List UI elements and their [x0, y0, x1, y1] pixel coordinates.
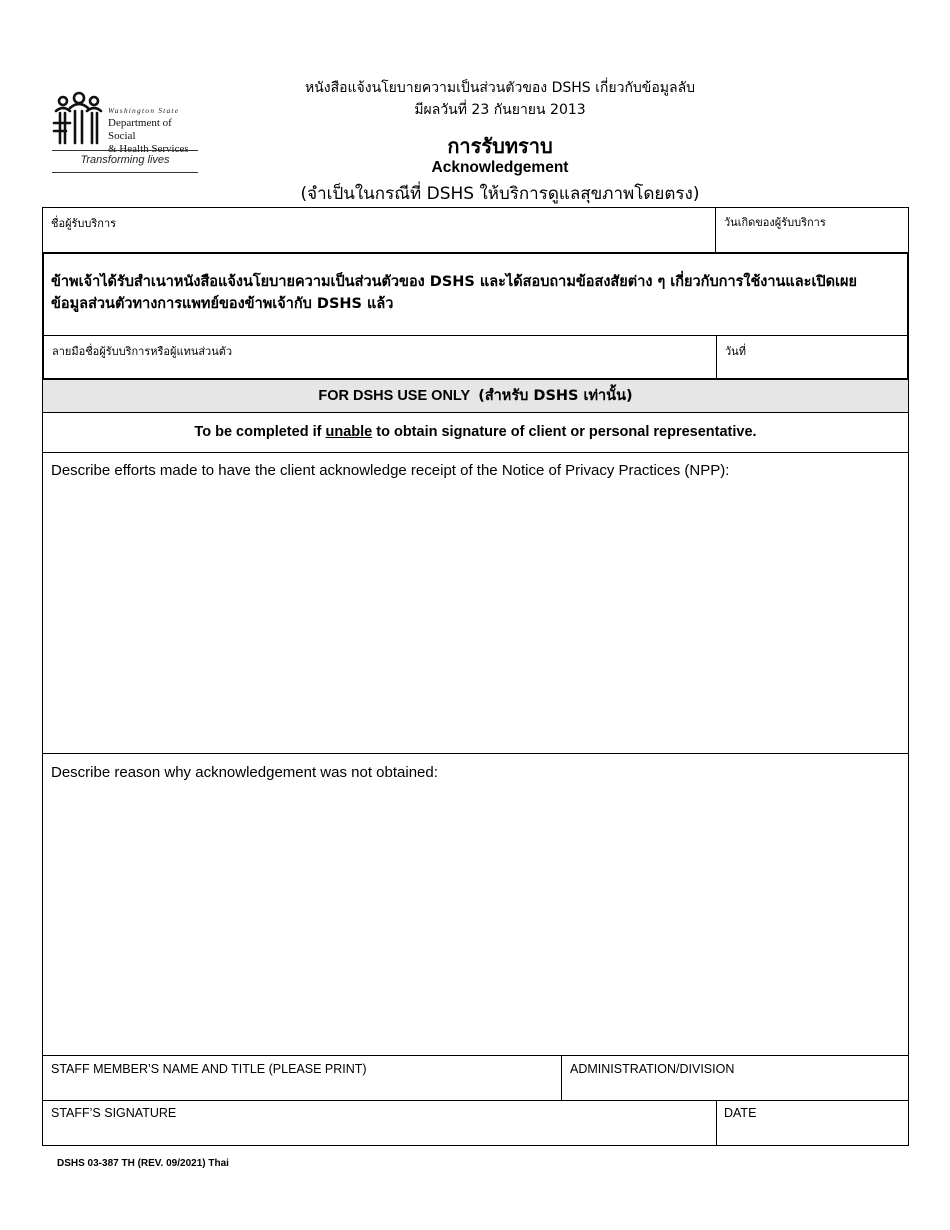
dshs-use-only-header [42, 380, 909, 413]
notice-title: หนังสือแจ้งนโยบายความเป็นส่วนตัวของ DSHS เกี่ยวกับข้อมูลลับ [304, 80, 696, 96]
logo-divider [52, 172, 198, 173]
people-figures-icon [52, 91, 104, 147]
administration-division-label: ADMINISTRATION/DIVISION [570, 1062, 735, 1076]
staff-signature-field[interactable] [43, 1100, 716, 1145]
logo-state: Washington State [108, 106, 180, 115]
logo-divider [52, 150, 198, 151]
staff-date-label: DATE [724, 1106, 757, 1120]
administration-division-field[interactable] [562, 1056, 908, 1100]
staff-name-label: STAFF MEMBER’S NAME AND TITLE (PLEASE PRINT) [51, 1062, 367, 1076]
dshs-instruction: To be completed if unable to obtain signature of client or personal representative. [42, 413, 909, 453]
signature-date-label: วันที่ [725, 345, 746, 358]
staff-date-field[interactable] [717, 1100, 908, 1145]
acknowledgement-section [42, 252, 909, 380]
staff-name-field[interactable] [43, 1056, 561, 1100]
dshs-use-only-english: FOR DSHS USE ONLY [318, 388, 471, 404]
page-title-thai: การรับทราบ [447, 134, 553, 158]
signature-date-field[interactable] [717, 336, 907, 380]
reason-description-label: Describe reason why acknowledgement was not obtained: [51, 764, 438, 781]
client-signature-label: ลายมือชื่อผู้รับบริการหรือผู้แทนส่วนตัว [52, 345, 233, 358]
efforts-description-label: Describe efforts made to have the client acknowledge receipt of the Notice of Privacy Practices (NPP): [51, 462, 730, 479]
form-number: DSHS 03-387 TH (REV. 09/2021) Thai [57, 1158, 229, 1169]
page-subtitle: (จำเป็นในกรณีที่ DSHS ให้บริการดูแลสุขภาพโดยตรง) [300, 184, 700, 204]
staff-signature-label: STAFF’S SIGNATURE [51, 1106, 177, 1120]
unable-emphasis: unable [325, 424, 373, 440]
reason-description-field[interactable] [42, 754, 909, 1056]
acknowledgement-statement: ข้าพเจ้าได้รับสำเนาหนังสือแจ้งนโยบายความเป็นส่วนตัวของ DSHS และได้สอบถามข้อสงสัยต่าง ๆ เกี่ยวกับการใช้งานและเปิดเผยข้อมูลส่วนตัวทางการแพทย์ของข้าพเจ้ากับ DSHS แล้ว [51, 274, 857, 312]
page-title-english: Acknowledgement [431, 159, 569, 176]
efforts-description-field[interactable] [42, 452, 909, 754]
client-dob-field[interactable] [716, 207, 909, 253]
logo-tagline: Transforming lives [80, 154, 170, 166]
staff-name-row [42, 1056, 909, 1101]
dshs-logo [52, 88, 200, 174]
effective-date: มีผลวันที่ 23 กันยายน 2013 [414, 102, 586, 118]
dshs-use-only-thai: (สำหรับ DSHS เท่านั้น) [478, 388, 633, 404]
logo-department: Department of Social & Health Services [108, 117, 189, 155]
client-dob-label: วันเกิดของผู้รับบริการ [724, 216, 826, 229]
client-signature-field[interactable] [44, 336, 716, 380]
client-name-label: ชื่อผู้รับบริการ [51, 217, 117, 230]
staff-signature-row [42, 1100, 909, 1146]
